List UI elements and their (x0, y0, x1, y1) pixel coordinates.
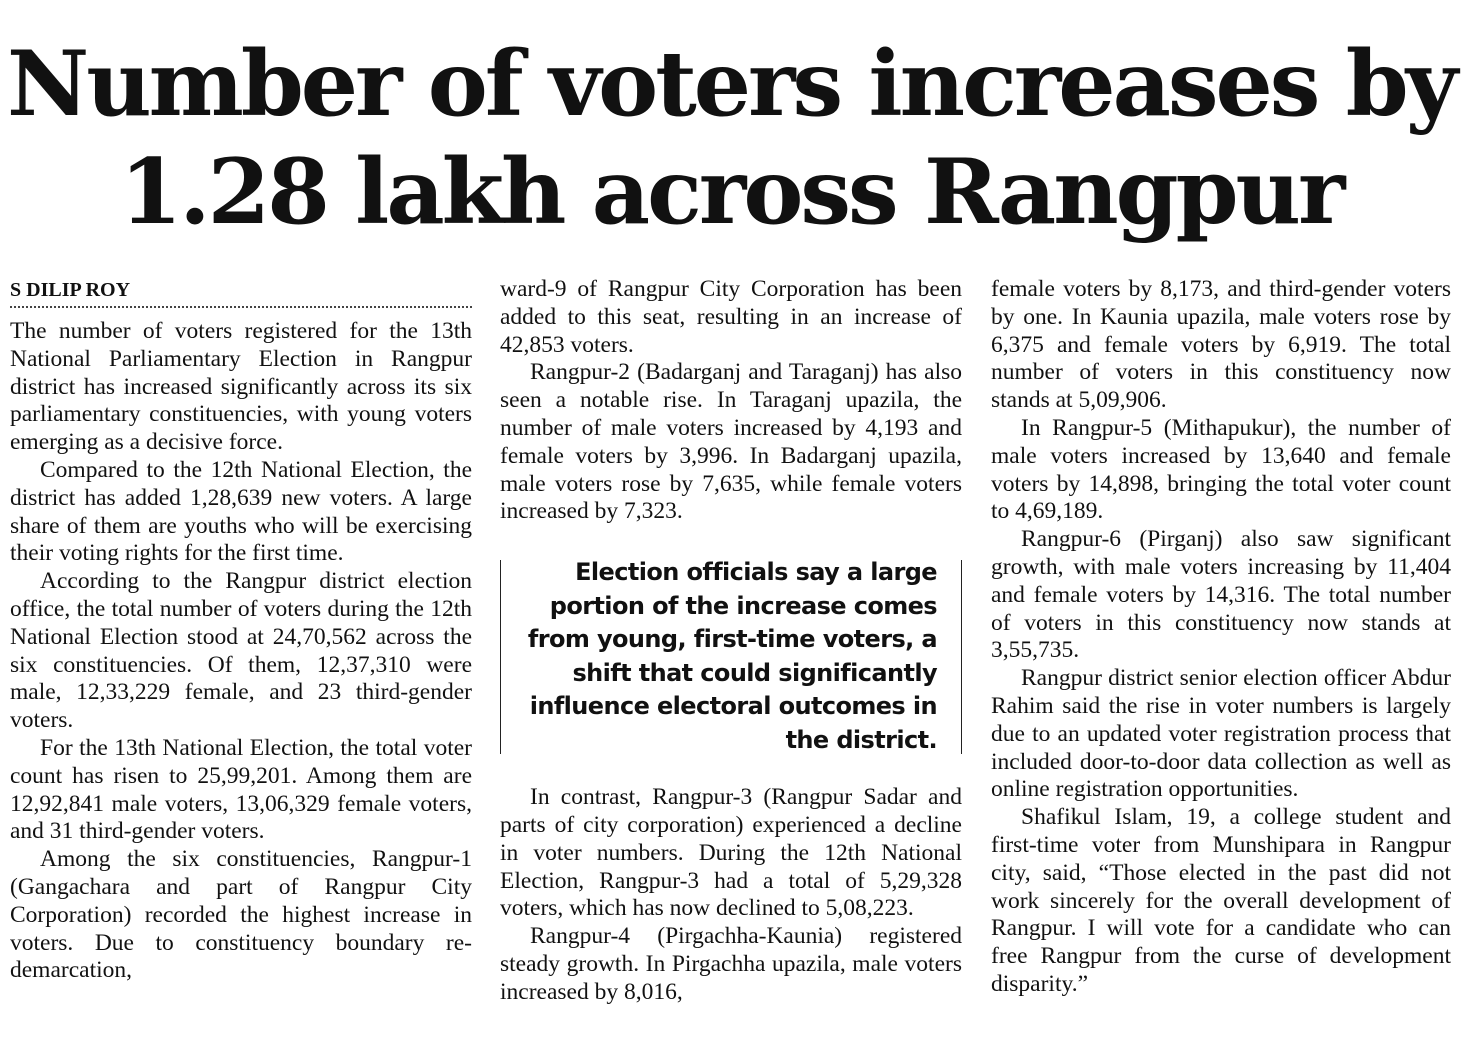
paragraph: Rangpur district senior election officer Abdur Rahim said the rise in voter numbers is largely due to an updated voter registration process that included door-to-door data collection as well as online registration opportunities. (991, 665, 1451, 803)
byline: S DILIP ROY (10, 276, 472, 308)
pull-quote-text: Election officials say a large portion of the increase comes from young, first-time voters, a shift that could significantly influence electoral outcomes in the district. (527, 558, 937, 754)
paragraph: In Rangpur-5 (Mithapukur), the number of male voters increased by 13,640 and female voters by 14,898, bringing the total voter count to 4,69,189. (991, 414, 1451, 525)
paragraph: Rangpur-4 (Pirgachha-Kaunia) registered steady growth. In Pirgachha upazila, male voters increased by 8,016, (500, 923, 962, 1005)
paragraph: Compared to the 12th National Election, the district has added 1,28,639 new voters. A large share of them are youths who will be exercising their voting rights for the first time. (10, 456, 472, 567)
article-column-2 (500, 276, 962, 1007)
article-column-1 (10, 276, 472, 985)
paragraph: female voters by 8,173, and third-gender voters by one. In Kaunia upazila, male voters rose by 6,375 and female voters by 6,919. The total number of voters in this constituency now stands at 5,09,906. (991, 276, 1451, 414)
article-column-3 (991, 276, 1451, 999)
paragraph: The number of voters registered for the 13th National Parliamentary Election in Rangpur district has increased significantly across its six parliamentary constituencies, with young voters emerging as a decisive force. (10, 318, 472, 456)
paragraph: Rangpur-6 (Pirganj) also saw significant growth, with male voters increasing by 11,404 and female voters by 14,316. The total number of voters in this constituency now stands at 3,55,735. (991, 526, 1451, 664)
paragraph: For the 13th National Election, the total voter count has risen to 25,99,201. Among them are 12,92,841 male voters, 13,06,329 female voters, and 31 third-gender voters. (10, 734, 472, 845)
paragraph: Among the six constituencies, Rangpur-1 (Gangachara and part of Rangpur City Corporation) recorded the highest increase in voters. Due to constituency boundary re-demarcation, (10, 846, 472, 984)
pull-quote (500, 560, 962, 754)
headline-line-2: 1.28 lakh across Rangpur (119, 139, 1343, 245)
headline (0, 30, 1462, 246)
headline-line-1: Number of voters increases by (6, 31, 1456, 137)
paragraph: According to the Rangpur district election office, the total number of voters during the 12th National Election stood at 24,70,562 across the six constituencies. Of them, 12,37,310 were male, 12,33,229 female, and 23 third-gender voters. (10, 568, 472, 734)
paragraph: Rangpur-2 (Badarganj and Taraganj) has also seen a notable rise. In Taraganj upazila, the number of male voters increased by 4,193 and female voters by 3,996. In Badarganj upazila, male voters rose by 7,635, while female voters increased by 7,323. (500, 359, 962, 525)
paragraph: Shafikul Islam, 19, a college student and first-time voter from Munshipara in Rangpur city, said, “Those elected in the past did not work sincerely for the overall development of Rangpur. I will vote for a candidate who can free Rangpur from the curse of development disparity.” (991, 804, 1451, 997)
paragraph: ward-9 of Rangpur City Corporation has been added to this seat, resulting in an increase of 42,853 voters. (500, 276, 962, 358)
paragraph: In contrast, Rangpur-3 (Rangpur Sadar and parts of city corporation) experienced a decline in voter numbers. During the 12th National Election, Rangpur-3 had a total of 5,29,328 voters, which has now declined to 5,08,223. (500, 784, 962, 922)
